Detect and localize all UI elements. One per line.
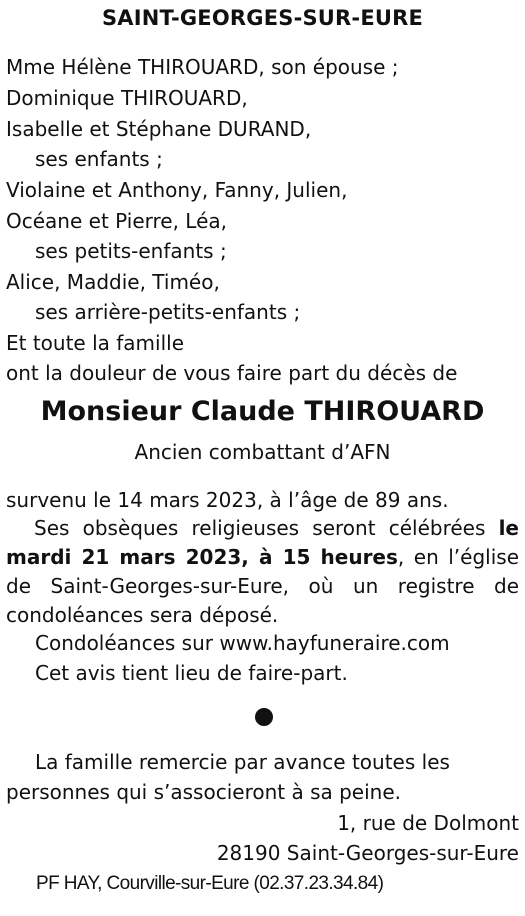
family-role: ses arrière-petits-enfants ;: [35, 300, 301, 324]
condolences-line: Condoléances sur www.hayfuneraire.com: [35, 631, 450, 655]
town-heading: SAINT-GEORGES-SUR-EURE: [101, 6, 424, 30]
bullet-icon: [255, 708, 273, 726]
family-role: ses petits-enfants ;: [35, 239, 227, 263]
announcement-line: ont la douleur de vous faire part du décès de: [6, 361, 458, 385]
deceased-name: Monsieur Claude THIROUARD: [40, 396, 485, 427]
thanks-line: personnes qui s’associeront à sa peine.: [6, 780, 401, 804]
funeral-paragraph: [6, 514, 519, 630]
family-line: Alice, Maddie, Timéo,: [6, 270, 220, 294]
family-line: Violaine et Anthony, Fanny, Julien,: [6, 178, 348, 202]
family-line: Mme Hélène THIROUARD, son épouse ;: [6, 55, 399, 79]
death-line: survenu le 14 mars 2023, à l’âge de 89 ans.: [6, 488, 449, 512]
family-line: Isabelle et Stéphane DURAND,: [6, 117, 312, 141]
address-street: 1, rue de Dolmont: [337, 811, 519, 835]
thanks-line: La famille remercie par avance toutes les: [35, 750, 450, 774]
address-city: 28190 Saint-Georges-sur-Eure: [216, 841, 519, 865]
family-line: Dominique THIROUARD,: [6, 86, 248, 110]
notice-note: Cet avis tient lieu de faire-part.: [35, 661, 348, 685]
funeral-rest: , en l’église de Saint-Georges-sur-Eure, où un registre de condoléances sera déposé.: [6, 545, 519, 627]
funeral-datetime: le mardi 21 mars 2023, à 15 heures: [6, 516, 519, 569]
family-line: Et toute la famille: [6, 331, 185, 355]
family-role: ses enfants ;: [35, 147, 163, 171]
funeral-home: PF HAY, Courville-sur-Eure (02.37.23.34.84): [36, 873, 384, 894]
deceased-title: Ancien combattant d’AFN: [134, 440, 391, 464]
funeral-intro: Ses obsèques religieuses seront célébrées: [34, 516, 486, 540]
family-line: Océane et Pierre, Léa,: [6, 209, 228, 233]
